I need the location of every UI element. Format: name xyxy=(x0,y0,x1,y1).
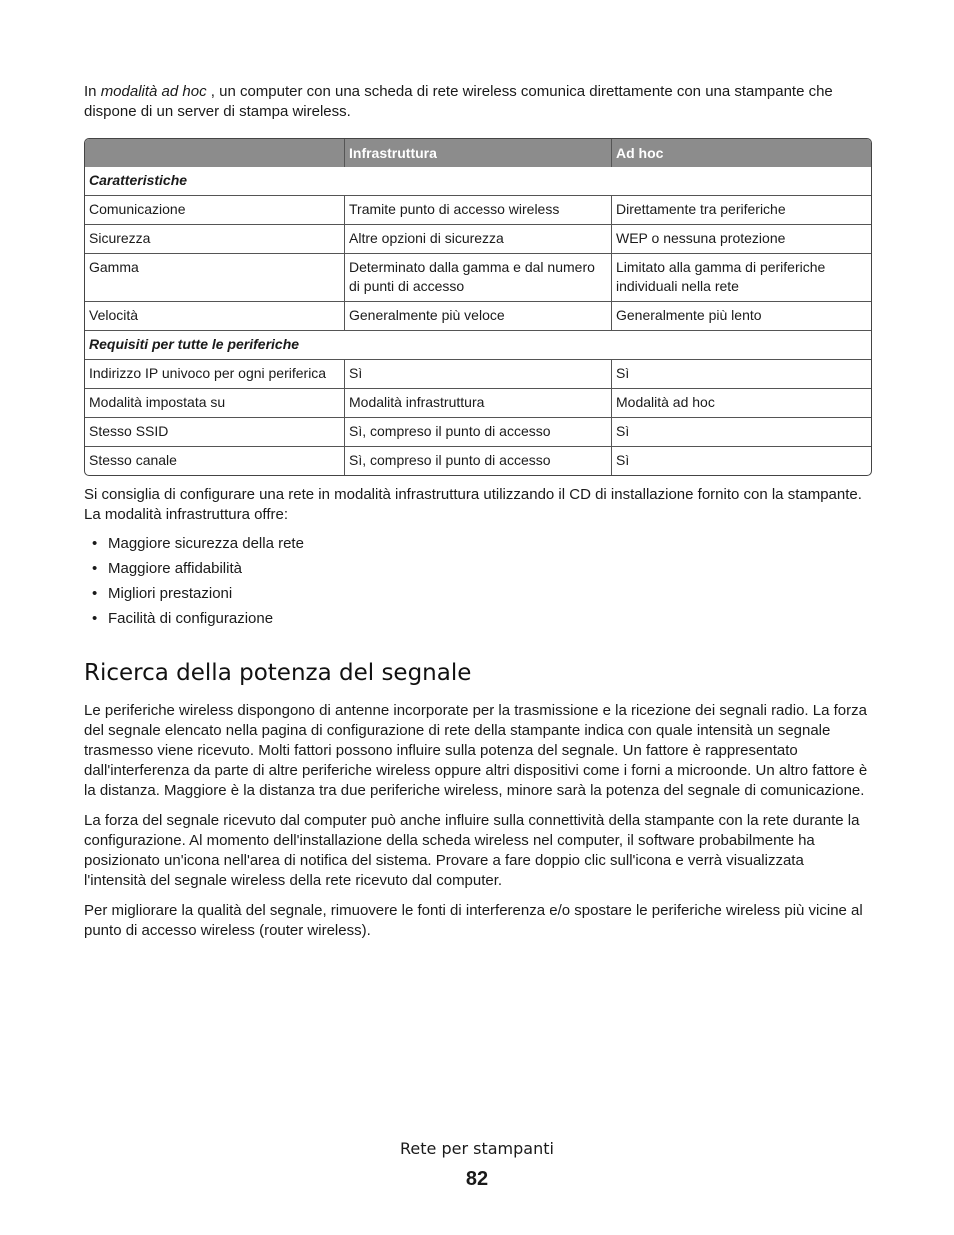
list-item-text: Migliori prestazioni xyxy=(108,585,233,602)
section-heading: Ricerca della potenza del segnale xyxy=(84,660,472,686)
table-cell: Indirizzo IP univoco per ogni periferica xyxy=(85,360,345,389)
table-cell: Direttamente tra periferiche xyxy=(612,196,871,225)
body-paragraph: Per migliorare la qualità del segnale, rimuovere le fonti di interferenza e/o spostare le periferiche wireless più vicine al punto di accesso wireless (router wireless). xyxy=(84,902,863,939)
list-item xyxy=(84,556,870,581)
table-cell: WEP o nessuna protezione xyxy=(612,225,871,254)
bullet-icon: • xyxy=(92,535,98,552)
table-row xyxy=(85,447,871,475)
table-cell: Sì xyxy=(612,418,871,447)
list-item xyxy=(84,531,870,556)
table-cell: Velocità xyxy=(85,302,345,331)
table-row xyxy=(85,196,871,225)
table-row xyxy=(85,418,871,447)
table-row xyxy=(85,225,871,254)
header-empty xyxy=(85,139,345,167)
table-cell: Generalmente più veloce xyxy=(345,302,612,331)
benefits-list xyxy=(84,531,870,631)
table-row xyxy=(85,389,871,418)
table-cell: Stesso SSID xyxy=(85,418,345,447)
list-item-text: Facilità di configurazione xyxy=(108,610,274,627)
table-section-row xyxy=(85,167,871,196)
intro-paragraph xyxy=(84,82,870,122)
section-label: Caratteristiche xyxy=(85,167,871,196)
comparison-table xyxy=(84,138,872,476)
table-cell: Limitato alla gamma di periferiche individuali nella rete xyxy=(612,254,871,302)
table-row xyxy=(85,254,871,302)
table-row xyxy=(85,360,871,389)
list-item-text: Maggiore affidabilità xyxy=(108,560,242,577)
table-cell: Sì, compreso il punto di accesso xyxy=(345,447,612,475)
body-paragraph: Le periferiche wireless dispongono di antenne incorporate per la trasmissione e la ricezione dei segnali radio. La forza del segnale elencato nella pagina di configurazione di rete della stampante indica con quale intensità un segnale trasmesso viene ricevuto. Molti fattori possono influire sulla potenza del segnale. Un fattore è rappresentato dall'interferenza da parte di altre periferiche wireless oppure altri dispositivi come i forni a microonde. Un altro fattore è la distanza. Maggiore è la distanza tra due periferiche wireless, minore sarà la potenza del segnale di comunicazione. xyxy=(84,702,868,799)
table-cell: Sì xyxy=(345,360,612,389)
bullet-icon: • xyxy=(92,560,98,577)
header-ad-hoc: Ad hoc xyxy=(612,139,871,167)
footer-section-name: Rete per stampanti xyxy=(400,1139,554,1158)
table-cell: Sì, compreso il punto di accesso xyxy=(345,418,612,447)
page-content xyxy=(84,82,870,951)
intro-italic-term: modalità ad hoc xyxy=(100,83,207,100)
table-cell: Sì xyxy=(612,360,871,389)
header-infrastruttura: Infrastruttura xyxy=(345,139,612,167)
bullet-icon: • xyxy=(92,610,98,627)
table-header-row xyxy=(85,139,871,167)
section-label: Requisiti per tutte le periferiche xyxy=(85,331,871,360)
table-cell: Sì xyxy=(616,452,630,468)
list-item-text: Maggiore sicurezza della rete xyxy=(108,535,304,552)
table-row xyxy=(85,302,871,331)
page-footer xyxy=(0,1138,954,1192)
list-item xyxy=(84,581,870,606)
table-cell: Determinato dalla gamma e dal numero di punti di accesso xyxy=(345,254,612,302)
table-cell: Altre opzioni di sicurezza xyxy=(345,225,612,254)
table-section-row xyxy=(85,331,871,360)
list-item xyxy=(84,606,870,631)
bullet-icon: • xyxy=(92,585,98,602)
table-cell: Modalità infrastruttura xyxy=(345,389,612,418)
intro-suffix: , un computer con una scheda di rete wireless comunica direttamente con una stampante che dispone di un server di stampa wireless. xyxy=(84,83,833,120)
table-cell: Stesso canale xyxy=(85,447,345,475)
table-cell: Comunicazione xyxy=(85,196,345,225)
table-cell: Modalità impostata su xyxy=(85,389,345,418)
recommendation-paragraph: Si consiglia di configurare una rete in modalità infrastruttura utilizzando il CD di installazione fornito con la stampante. La modalità infrastruttura offre: xyxy=(84,486,862,523)
table-cell: Gamma xyxy=(85,254,345,302)
section-body xyxy=(84,701,870,941)
table-cell: Generalmente più lento xyxy=(612,302,871,331)
table-cell: Modalità ad hoc xyxy=(612,389,871,418)
page-number: 82 xyxy=(465,1168,489,1190)
intro-prefix: In xyxy=(84,83,101,100)
body-paragraph: La forza del segnale ricevuto dal computer può anche influire sulla connettività della stampante con la rete durante la configurazione. Al momento dell'installazione della scheda wireless nel computer, il software probabilmente ha posizionato un'icona nell'area di notifica del sistema. Provare a fare doppio clic sull'icona e verrà visualizzata l'intensità del segnale wireless della rete ricevuto dal computer. xyxy=(84,812,860,889)
table-cell: Sicurezza xyxy=(85,225,345,254)
table-cell: Tramite punto di accesso wireless xyxy=(345,196,612,225)
